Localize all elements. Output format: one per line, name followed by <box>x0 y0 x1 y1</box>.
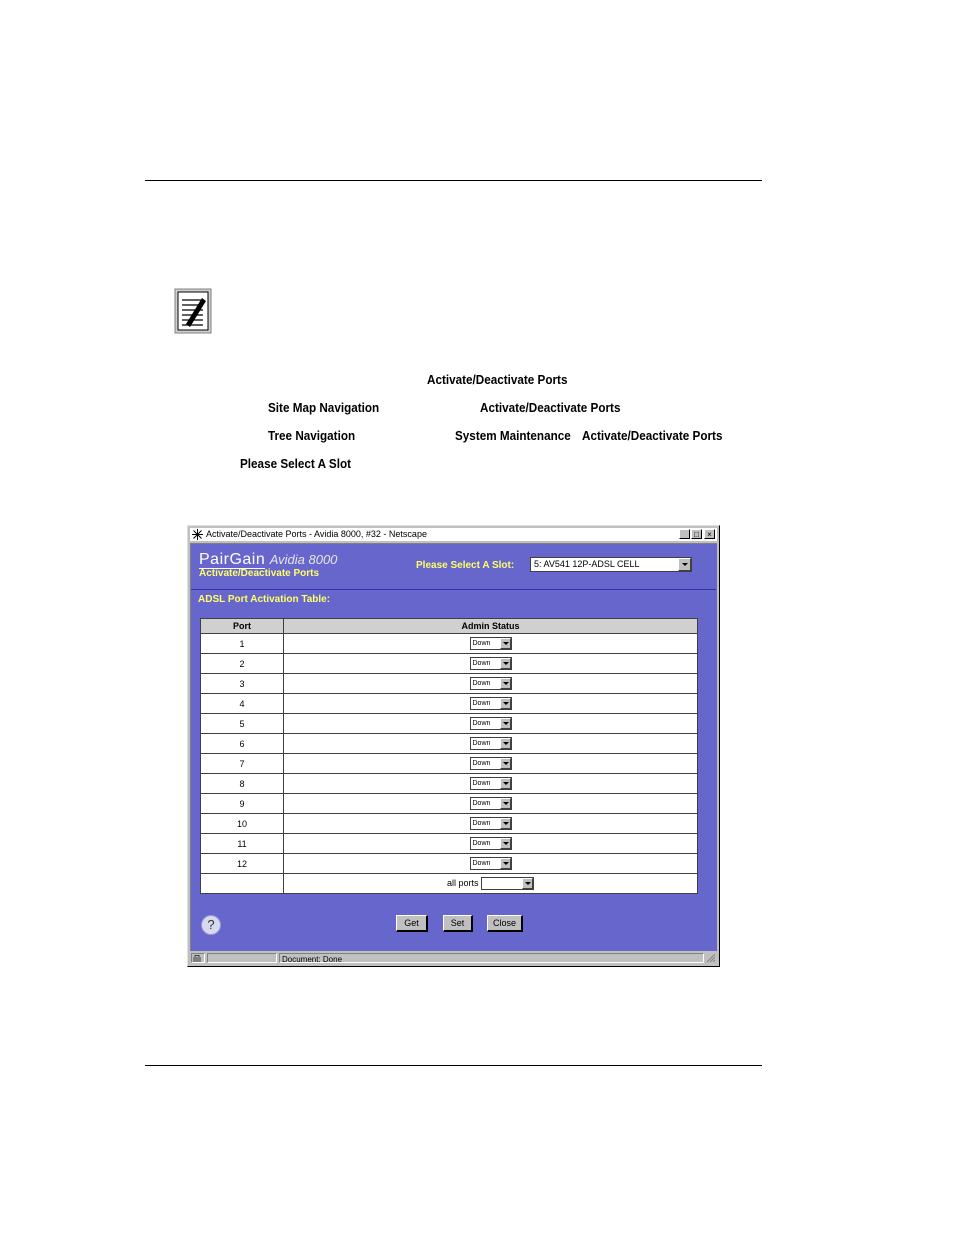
table-row <box>201 794 698 814</box>
table-title: ADSL Port Activation Table: <box>198 594 331 605</box>
instruction-term: Activate/Deactivate Ports <box>582 428 723 443</box>
admin-status-select[interactable] <box>470 797 512 810</box>
admin-status-value: Down <box>472 860 491 867</box>
table-row <box>201 654 698 674</box>
chevron-down-icon[interactable] <box>500 758 511 769</box>
admin-status-cell <box>284 794 698 814</box>
column-header-admin-status: Admin Status <box>284 619 698 634</box>
chevron-down-icon[interactable] <box>500 818 511 829</box>
get-button[interactable]: Get <box>396 915 428 932</box>
admin-status-cell <box>284 654 698 674</box>
all-ports-select[interactable] <box>481 877 534 890</box>
set-button[interactable]: Set <box>443 915 473 932</box>
table-row <box>201 854 698 874</box>
chevron-down-icon[interactable] <box>500 858 511 869</box>
chevron-down-icon[interactable] <box>500 838 511 849</box>
table-row <box>201 814 698 834</box>
brand-logo <box>199 551 337 569</box>
port-number: 2 <box>201 654 284 674</box>
admin-status-value: Down <box>472 760 491 767</box>
instruction-term: Activate/Deactivate Ports <box>480 400 621 415</box>
instruction-term: Site Map Navigation <box>268 400 380 415</box>
grip-icon <box>706 953 716 963</box>
instruction-term: Tree Navigation <box>268 428 356 443</box>
admin-status-cell <box>284 674 698 694</box>
note-pencil-icon <box>174 288 212 334</box>
admin-status-value: Down <box>472 640 491 647</box>
admin-status-value: Down <box>472 780 491 787</box>
table-row <box>201 634 698 654</box>
slot-select-value: 5: AV541 12P-ADSL CELL <box>534 559 640 569</box>
admin-status-value: Down <box>472 700 491 707</box>
admin-status-value: Down <box>472 800 491 807</box>
admin-status-cell <box>284 734 698 754</box>
admin-status-value: Down <box>472 680 491 687</box>
page-subtitle: Activate/Deactivate Ports <box>199 568 320 579</box>
all-ports-cell <box>284 874 698 894</box>
admin-status-cell <box>284 714 698 734</box>
minimize-button[interactable]: _ <box>679 529 690 539</box>
admin-status-cell <box>284 834 698 854</box>
port-number: 6 <box>201 734 284 754</box>
port-number: 9 <box>201 794 284 814</box>
chevron-down-icon[interactable] <box>500 678 511 689</box>
top-rule <box>145 180 762 181</box>
chevron-down-icon[interactable] <box>522 878 533 889</box>
admin-status-select[interactable] <box>470 737 512 750</box>
admin-status-cell <box>284 634 698 654</box>
table-row <box>201 774 698 794</box>
chevron-down-icon[interactable] <box>500 698 511 709</box>
admin-status-select[interactable] <box>470 637 512 650</box>
window-title: Activate/Deactivate Ports - Avidia 8000, #32 - Netscape <box>206 529 427 539</box>
progress-cell <box>207 953 277 963</box>
table-row <box>201 734 698 754</box>
resize-grip-icon[interactable] <box>706 953 716 963</box>
admin-status-select[interactable] <box>470 857 512 870</box>
port-number: 7 <box>201 754 284 774</box>
all-ports-label: all ports <box>446 877 479 888</box>
header-divider <box>191 589 716 590</box>
table-row <box>201 674 698 694</box>
page-content <box>190 543 717 951</box>
admin-status-select[interactable] <box>470 717 512 730</box>
security-lock-icon[interactable] <box>191 953 205 963</box>
port-number: 11 <box>201 834 284 854</box>
lock-icon <box>192 954 202 962</box>
chevron-down-icon[interactable] <box>500 638 511 649</box>
port-activation-table <box>200 618 698 894</box>
admin-status-select[interactable] <box>470 677 512 690</box>
chevron-down-icon[interactable] <box>678 558 691 571</box>
instruction-term: Activate/Deactivate Ports <box>427 372 568 387</box>
admin-status-cell <box>284 754 698 774</box>
all-ports-value <box>482 880 484 887</box>
browser-window <box>187 525 720 967</box>
help-icon[interactable]: ? <box>201 915 221 935</box>
netscape-icon <box>192 529 203 540</box>
port-number: 4 <box>201 694 284 714</box>
port-number: 5 <box>201 714 284 734</box>
port-number: 8 <box>201 774 284 794</box>
admin-status-value: Down <box>472 660 491 667</box>
close-button[interactable]: Close <box>487 915 523 932</box>
close-window-button[interactable]: × <box>704 529 715 539</box>
chevron-down-icon[interactable] <box>500 738 511 749</box>
admin-status-value: Down <box>472 840 491 847</box>
bottom-rule <box>145 1065 762 1066</box>
instruction-term: System Maintenance <box>455 428 571 443</box>
status-bar <box>190 952 717 964</box>
chevron-down-icon[interactable] <box>500 658 511 669</box>
port-number: 10 <box>201 814 284 834</box>
chevron-down-icon[interactable] <box>500 778 511 789</box>
admin-status-cell <box>284 774 698 794</box>
status-text: Document: Done <box>279 953 704 963</box>
table-row <box>201 754 698 774</box>
port-number: 1 <box>201 634 284 654</box>
all-ports-blank <box>201 874 284 894</box>
port-number: 3 <box>201 674 284 694</box>
table-row <box>201 694 698 714</box>
product-name: Avidia 8000 <box>269 552 338 567</box>
admin-status-select[interactable] <box>470 757 512 770</box>
admin-status-cell <box>284 814 698 834</box>
chevron-down-icon[interactable] <box>500 798 511 809</box>
table-row <box>201 714 698 734</box>
table-row <box>201 834 698 854</box>
chevron-down-icon[interactable] <box>500 718 511 729</box>
slot-label: Please Select A Slot: <box>416 560 515 571</box>
admin-status-select[interactable] <box>470 817 512 830</box>
admin-status-select[interactable] <box>470 837 512 850</box>
port-number: 12 <box>201 854 284 874</box>
title-bar[interactable] <box>190 528 717 541</box>
slot-select[interactable] <box>530 557 692 572</box>
brand-name: PairGain <box>199 551 266 568</box>
maximize-button[interactable]: □ <box>691 529 702 539</box>
admin-status-select[interactable] <box>470 657 512 670</box>
admin-status-value: Down <box>472 720 491 727</box>
column-header-port: Port <box>201 619 284 634</box>
admin-status-value: Down <box>472 740 491 747</box>
admin-status-select[interactable] <box>470 697 512 710</box>
admin-status-select[interactable] <box>470 777 512 790</box>
admin-status-cell <box>284 694 698 714</box>
instruction-term: Please Select A Slot <box>240 456 351 471</box>
admin-status-value: Down <box>472 820 491 827</box>
admin-status-cell <box>284 854 698 874</box>
